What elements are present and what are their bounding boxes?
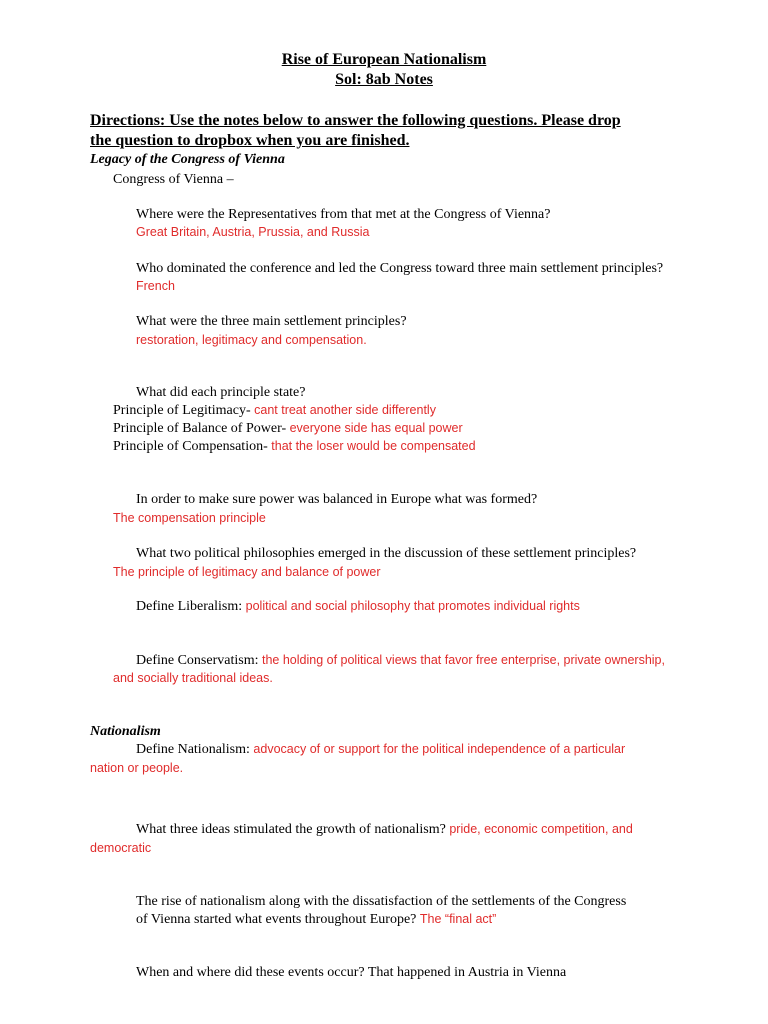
answer-dominated: French xyxy=(136,279,175,293)
question-philosophies: What two political philosophies emerged in the discussion of these settlement principles? xyxy=(136,546,637,561)
question-principles: What were the three main settlement principles? xyxy=(136,314,407,329)
conservatism-label: Define Conservatism: xyxy=(136,653,262,668)
nationalism-answer-line-2: nation or people. xyxy=(90,761,184,775)
three-ideas-answer-line-1: pride, economic competition, and xyxy=(449,822,633,836)
rise-label: of Vienna started what events throughout Europe? xyxy=(136,912,420,927)
section-heading-nationalism: Nationalism xyxy=(90,724,161,739)
principle-balance xyxy=(113,420,463,437)
conservatism-answer-line-1: the holding of political views that favor free enterprise, private ownership, xyxy=(261,653,665,667)
question-three-ideas xyxy=(136,821,633,838)
question-each-principle: What did each principle state? xyxy=(136,385,306,400)
principle-balance-answer: everyone side has equal power xyxy=(289,421,463,435)
document-title: Rise of European Nationalism xyxy=(281,51,487,68)
principle-compensation xyxy=(113,438,476,455)
rise-answer: The “final act” xyxy=(419,912,497,926)
principle-legitimacy-answer: cant treat another side differently xyxy=(254,403,436,417)
principle-legitimacy-label: Principle of Legitimacy- xyxy=(113,403,255,418)
principle-balance-label: Principle of Balance of Power- xyxy=(113,421,290,436)
define-conservatism xyxy=(136,652,665,669)
define-nationalism xyxy=(136,741,625,758)
question-rise-line-2 xyxy=(136,911,496,928)
nationalism-answer-line-1: advocacy of or support for the political independence of a particular xyxy=(253,742,626,756)
directions-line-1: Directions: Use the notes below to answer the following questions. Please drop xyxy=(90,112,621,129)
nationalism-label: Define Nationalism: xyxy=(136,742,254,757)
three-ideas-answer-line-2: democratic xyxy=(90,841,152,855)
question-dominated: Who dominated the conference and led the Congress toward three main settlement principles? xyxy=(136,261,664,276)
principle-compensation-answer: that the loser would be compensated xyxy=(271,439,476,453)
document-subtitle: Sol: 8ab Notes xyxy=(335,71,433,88)
principle-compensation-label: Principle of Compensation- xyxy=(113,439,272,454)
conservatism-answer-line-2: and socially traditional ideas. xyxy=(113,671,273,685)
question-representatives: Where were the Representatives from that met at the Congress of Vienna? xyxy=(136,207,551,222)
liberalism-answer: political and social philosophy that promotes individual rights xyxy=(245,599,580,613)
congress-intro: Congress of Vienna – xyxy=(113,172,234,187)
question-rise-line-1: The rise of nationalism along with the dissatisfaction of the settlements of the Congress xyxy=(136,894,627,909)
liberalism-label: Define Liberalism: xyxy=(136,599,246,614)
answer-balanced: The compensation principle xyxy=(113,511,266,525)
define-liberalism xyxy=(136,598,580,615)
three-ideas-label: What three ideas stimulated the growth of nationalism? xyxy=(136,822,450,837)
answer-principles: restoration, legitimacy and compensation. xyxy=(136,333,367,347)
question-balanced: In order to make sure power was balanced in Europe what was formed? xyxy=(136,492,538,507)
section-heading-legacy: Legacy of the Congress of Vienna xyxy=(90,152,285,167)
principle-legitimacy xyxy=(113,402,436,419)
answer-representatives: Great Britain, Austria, Prussia, and Russia xyxy=(136,225,370,239)
directions-line-2: the question to dropbox when you are finished. xyxy=(90,132,410,149)
answer-philosophies: The principle of legitimacy and balance of power xyxy=(113,565,381,579)
question-when-where: When and where did these events occur? That happened in Austria in Vienna xyxy=(136,965,567,980)
